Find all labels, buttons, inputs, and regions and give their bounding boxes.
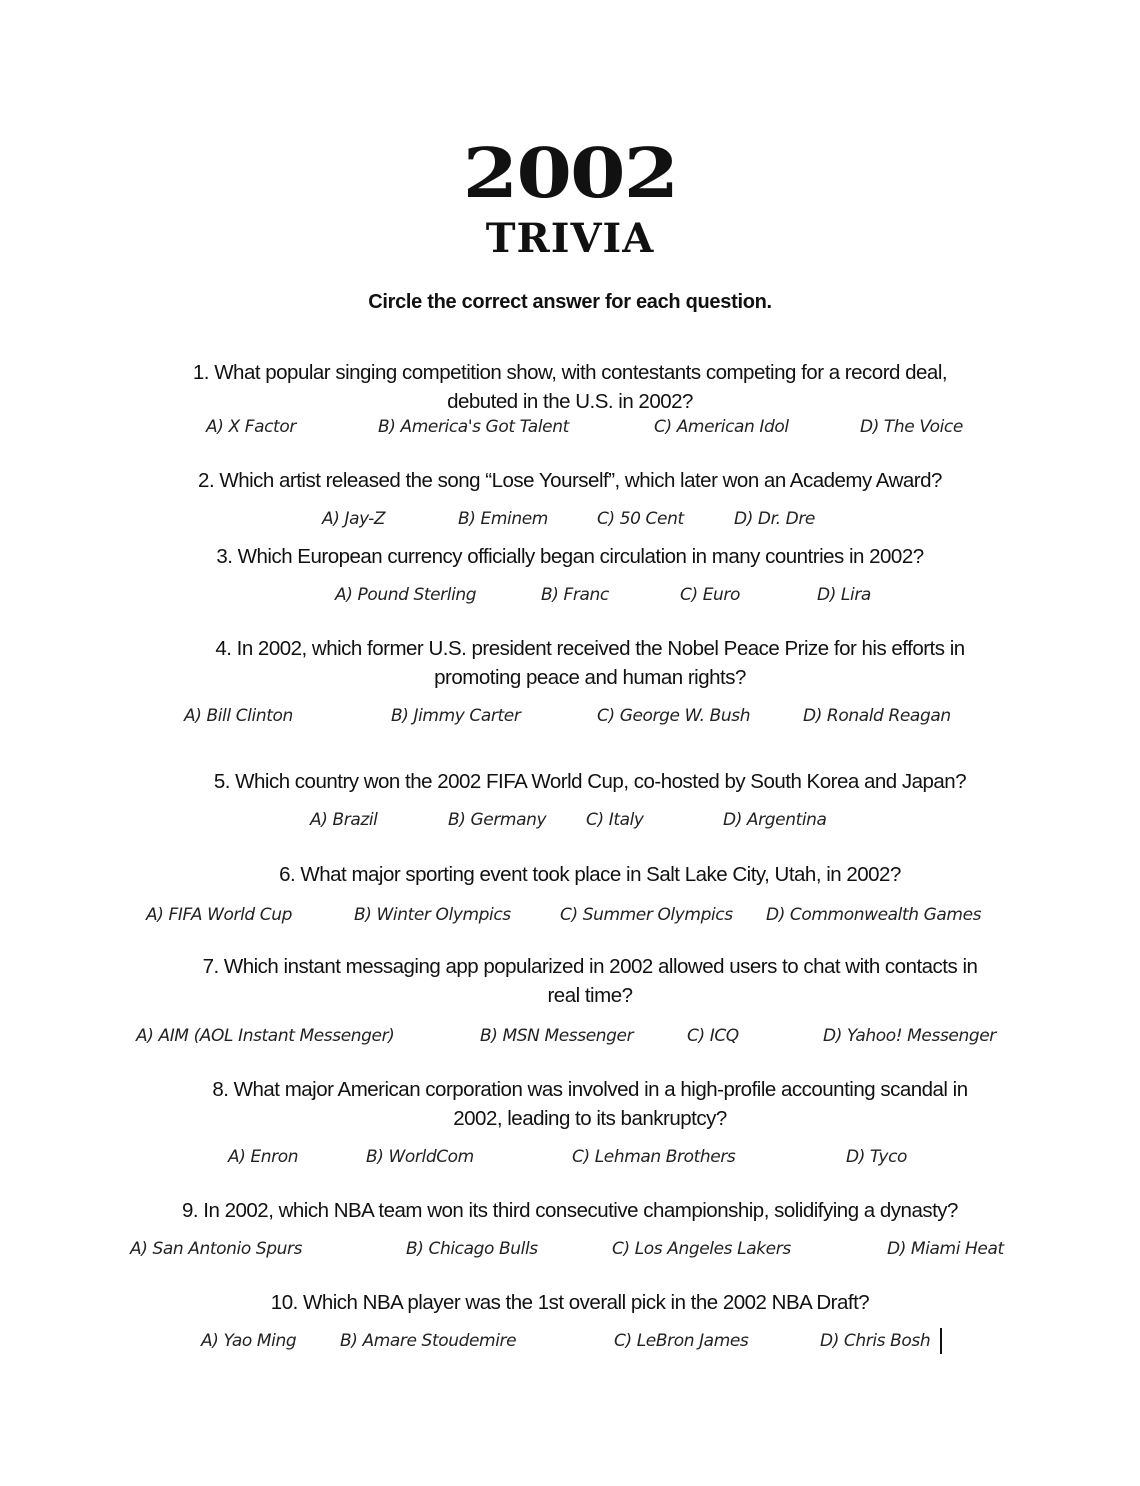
option-d[interactable]: D) Dr. Dre [734,509,815,529]
option-d[interactable]: D) Lira [817,585,871,605]
answer-options [0,901,1140,929]
option-a[interactable]: A) Brazil [310,810,378,830]
page-title-year: 2002 [462,133,678,213]
option-a[interactable]: A) Enron [228,1147,299,1167]
answer-options [0,1143,1140,1171]
question-text-line: 4. In 2002, which former U.S. president received the Nobel Peace Prize for his efforts in [215,637,965,660]
option-c[interactable]: C) 50 Cent [597,509,684,529]
answer-options [0,1327,1140,1355]
option-d[interactable]: D) Miami Heat [887,1239,1004,1259]
option-a[interactable]: A) Jay-Z [322,509,386,529]
question-text-line: 6. What major sporting event took place in Salt Lake City, Utah, in 2002? [279,863,901,886]
text-cursor [940,1328,942,1354]
option-b[interactable]: B) America's Got Talent [378,417,569,437]
option-a[interactable]: A) AIM (AOL Instant Messenger) [136,1026,395,1046]
option-b[interactable]: B) Franc [541,585,609,605]
answer-options [0,413,1140,441]
option-c[interactable]: C) George W. Bush [597,706,751,726]
question-1 [130,358,1010,416]
answer-options [0,806,1140,834]
option-d[interactable]: D) Yahoo! Messenger [823,1026,996,1046]
question-text-line: real time? [547,984,633,1007]
option-d[interactable]: D) Commonwealth Games [766,905,982,925]
instructions: Circle the correct answer for each question. [368,291,772,313]
page-subtitle: TRIVIA [485,215,655,262]
question-text-line: debuted in the U.S. in 2002? [447,390,693,413]
option-a[interactable]: A) Bill Clinton [184,706,293,726]
answer-options [0,581,1140,609]
option-b[interactable]: B) Eminem [458,509,548,529]
question-10 [130,1288,1010,1317]
answer-options [0,702,1140,730]
option-a[interactable]: A) X Factor [206,417,296,437]
option-c[interactable]: C) ICQ [687,1026,739,1046]
question-text-line: 9. In 2002, which NBA team won its third consecutive championship, solidifying a dynasty? [182,1199,958,1222]
answer-options [0,1022,1140,1050]
option-d[interactable]: D) Ronald Reagan [803,706,951,726]
option-c[interactable]: C) Euro [680,585,741,605]
question-7 [150,952,1030,1010]
question-2 [130,466,1010,495]
question-text-line: 7. Which instant messaging app popularized in 2002 allowed users to chat with contacts in [202,955,978,978]
option-b[interactable]: B) Chicago Bulls [406,1239,538,1259]
option-c[interactable]: C) American Idol [654,417,789,437]
question-5 [150,767,1030,796]
option-b[interactable]: B) WorldCom [366,1147,474,1167]
question-text-line: 2002, leading to its bankruptcy? [453,1107,727,1130]
question-text-line: 3. Which European currency officially began circulation in many countries in 2002? [216,545,924,568]
option-a[interactable]: A) Yao Ming [201,1331,297,1351]
option-c[interactable]: C) Lehman Brothers [572,1147,736,1167]
option-d[interactable]: D) Chris Bosh [820,1331,931,1351]
question-text-line: 5. Which country won the 2002 FIFA World Cup, co-hosted by South Korea and Japan? [213,770,967,793]
question-text-line: 1. What popular singing competition show, with contestants competing for a record deal, [192,361,948,384]
question-6 [150,860,1030,889]
option-a[interactable]: A) San Antonio Spurs [130,1239,303,1259]
option-c[interactable]: C) Summer Olympics [560,905,733,925]
option-a[interactable]: A) Pound Sterling [335,585,477,605]
option-b[interactable]: B) Winter Olympics [354,905,511,925]
option-b[interactable]: B) Jimmy Carter [391,706,521,726]
option-c[interactable]: C) Los Angeles Lakers [612,1239,791,1259]
option-c[interactable]: C) Italy [586,810,644,830]
option-d[interactable]: D) Tyco [846,1147,908,1167]
option-a[interactable]: A) FIFA World Cup [146,905,293,925]
option-c[interactable]: C) LeBron James [614,1331,749,1351]
question-9 [130,1196,1010,1225]
option-b[interactable]: B) MSN Messenger [480,1026,634,1046]
question-text-line: 10. Which NBA player was the 1st overall pick in the 2002 NBA Draft? [270,1291,870,1314]
option-d[interactable]: D) The Voice [860,417,963,437]
option-b[interactable]: B) Germany [448,810,547,830]
question-3 [130,542,1010,571]
question-4 [150,634,1030,692]
question-text-line: promoting peace and human rights? [434,666,746,689]
question-text-line: 8. What major American corporation was involved in a high-profile accounting scandal in [212,1078,968,1101]
option-b[interactable]: B) Amare Stoudemire [340,1331,517,1351]
option-d[interactable]: D) Argentina [723,810,827,830]
answer-options [0,505,1140,533]
answer-options [0,1235,1140,1263]
question-text-line: 2. Which artist released the song “Lose Yourself”, which later won an Academy Award? [198,469,942,492]
question-8 [150,1075,1030,1133]
